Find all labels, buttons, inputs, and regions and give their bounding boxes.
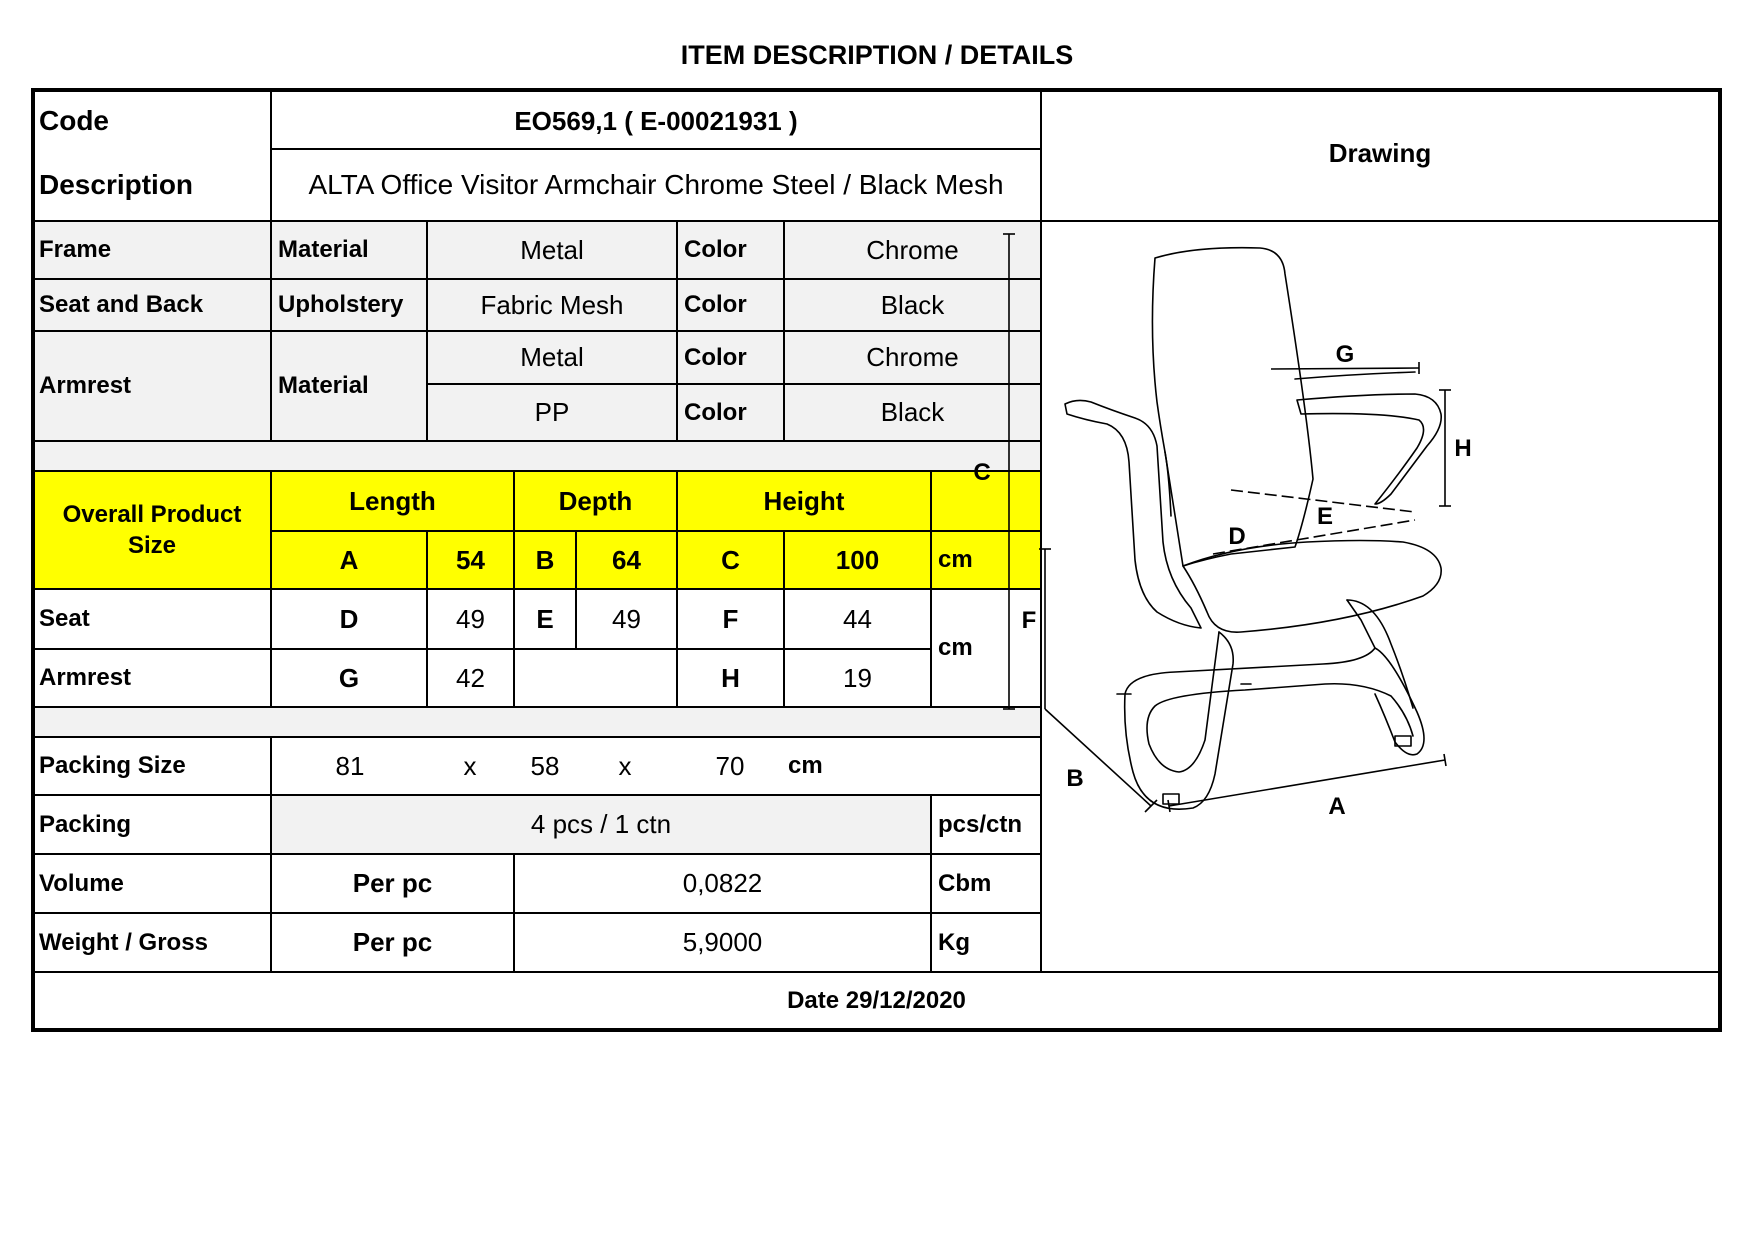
armrest-color-2: Black (880, 397, 945, 427)
packing-x-2: x (618, 750, 632, 781)
weight-unit: Kg (938, 928, 970, 956)
packing-size-label: Packing Size (39, 752, 186, 779)
dim-g-value: 42 (456, 662, 485, 693)
packing-size-unit: cm (788, 752, 823, 779)
drawing-letter-g: G (1335, 341, 1355, 368)
armrest-material-1: Metal (520, 342, 584, 372)
length-header: Length (349, 485, 436, 516)
dim-f-label: F (722, 603, 739, 634)
volume-value: 0,0822 (682, 868, 763, 898)
packing-width: 58 (530, 750, 560, 781)
code-label: Code (39, 105, 109, 136)
dim-h-value: 19 (843, 662, 872, 693)
frame-color: Chrome (866, 234, 959, 265)
depth-header: Depth (558, 485, 633, 516)
dim-c-value: 100 (835, 544, 880, 575)
spacer-row-1 (34, 442, 1041, 472)
description-value: ALTA Office Visitor Armchair Chrome Steel / Black Mesh (308, 169, 1004, 200)
packing-length: 81 (335, 750, 365, 781)
drawing-letter-h: H (1454, 435, 1472, 462)
drawing-label: Drawing (1328, 138, 1432, 168)
description-label: Description (39, 169, 194, 200)
overall-size-label: Overall Product Size (62, 501, 242, 559)
frame-color-label: Color (684, 236, 747, 263)
overall-unit: cm (938, 546, 973, 573)
weight-label: Weight / Gross (39, 928, 208, 956)
weight-per: Per pc (352, 927, 433, 957)
dim-d-value: 49 (456, 603, 485, 634)
frame-attr: Material (278, 236, 369, 263)
volume-per: Per pc (352, 868, 433, 898)
frame-material: Metal (520, 234, 584, 265)
dim-f-value: 44 (843, 603, 872, 634)
drawing-letter-f: F (1021, 607, 1037, 634)
armrest-material-2: PP (534, 397, 570, 427)
packing-value: 4 pcs / 1 ctn (530, 809, 672, 839)
seat-back-color-label: Color (684, 291, 747, 318)
packing-x-1: x (463, 750, 477, 781)
packing-unit: pcs/ctn (938, 810, 1023, 838)
dim-h-label: H (721, 662, 740, 693)
page-title: ITEM DESCRIPTION / DETAILS (680, 40, 1074, 70)
dim-a-label: A (339, 544, 359, 575)
armrest-label: Armrest (39, 372, 132, 399)
chair-seat (1183, 541, 1441, 633)
drawing-letter-d: D (1228, 523, 1246, 550)
armrest-size-label: Armrest (39, 664, 132, 691)
armrest-color-label-1: Color (684, 343, 747, 371)
date: Date 29/12/2020 (787, 986, 966, 1014)
dim-b-value: 64 (612, 544, 641, 575)
chair-left-armrest (1065, 400, 1201, 628)
seat-back-label: Seat and Back (39, 291, 204, 318)
dim-c-label: C (721, 544, 740, 575)
armrest-attr: Material (278, 372, 369, 399)
dim-g-label: G (338, 662, 360, 693)
dim-e-value: 49 (612, 603, 641, 634)
height-header: Height (763, 485, 845, 516)
packing-label: Packing (39, 810, 132, 838)
drawing-letter-c: C (973, 459, 991, 486)
seat-back-color: Black (880, 289, 945, 320)
frame-label: Frame (39, 236, 112, 263)
drawing-letter-e: E (1316, 503, 1334, 530)
chair-backrest (1152, 248, 1313, 566)
dim-e-label: E (536, 603, 554, 634)
volume-label: Volume (39, 869, 124, 897)
dim-d-label: D (339, 603, 359, 634)
armrest-color-label-2: Color (684, 398, 747, 426)
seat-back-material: Fabric Mesh (480, 289, 624, 320)
seat-label: Seat (39, 605, 90, 632)
packing-height: 70 (715, 750, 745, 781)
seat-back-attr: Upholstery (278, 291, 404, 318)
drawing-letter-a: A (1328, 793, 1346, 820)
dim-a-value: 54 (456, 544, 485, 575)
code-value: EO569,1 ( E-00021931 ) (514, 105, 798, 136)
size-unit: cm (938, 634, 973, 661)
drawing-letter-b: B (1066, 765, 1084, 792)
spacer-row-2 (34, 708, 1041, 737)
weight-value: 5,9000 (682, 927, 763, 957)
armrest-color-1: Chrome (866, 342, 959, 372)
dim-b-label: B (535, 544, 555, 575)
volume-unit: Cbm (938, 869, 992, 897)
chair-right-armrest (1297, 394, 1441, 504)
